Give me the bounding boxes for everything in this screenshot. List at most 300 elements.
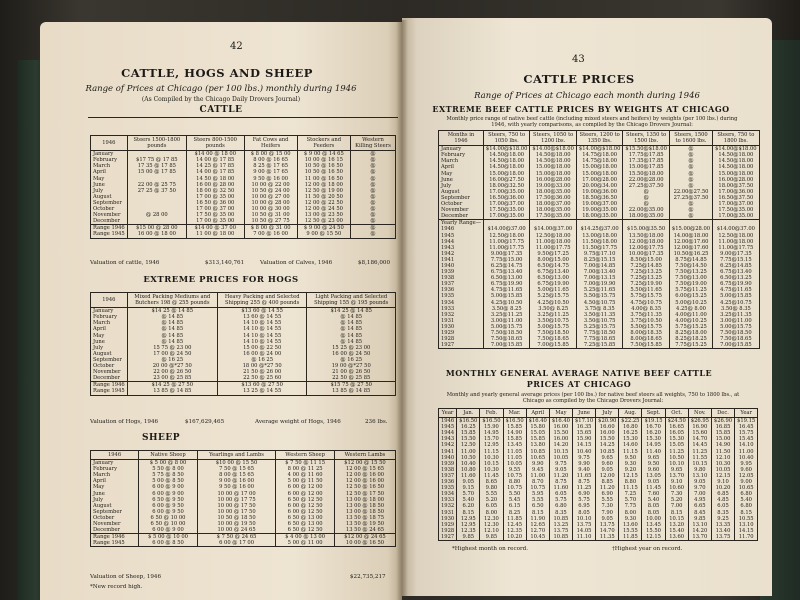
table-cell: 10 00 @ 17 00 <box>197 491 275 497</box>
page-subtitle: Range of Prices at Chicago each month during 1946 <box>474 91 700 101</box>
table-cell: @ 16 25 <box>127 357 217 363</box>
table-cell: 7.00@19.90 <box>576 281 623 287</box>
table-cell: 5.25@15.75 <box>530 293 577 299</box>
table-cell: 15.75 <box>735 430 758 436</box>
row-label: September <box>91 200 128 206</box>
table-cell: 5.75 <box>549 497 572 503</box>
table-cell: @ <box>350 206 395 212</box>
table-cell: 11.65 <box>572 473 595 479</box>
table-cell: 10 00 @ 24 65 <box>197 527 275 534</box>
table-cell: $13 60 @ 27 50 <box>217 382 307 389</box>
table-cell: 9.80 <box>480 485 503 491</box>
table-cell: 10 50 @ 31 00 <box>244 212 297 218</box>
table-cell: 11.00 <box>526 473 549 479</box>
column-header: Yearlings and Lambs <box>197 451 275 460</box>
column-header: June <box>572 409 595 418</box>
table-cell: 3.25@11.25 <box>530 312 577 318</box>
row-label: July <box>91 188 128 194</box>
column-header: Jan. <box>457 409 480 418</box>
table-cell: 9.65 <box>642 455 665 461</box>
table-cell: 10.40 <box>572 449 595 455</box>
table-cell: 10 00 @ 17 50 <box>197 509 275 515</box>
table-cell: 10.80 <box>457 467 480 473</box>
table-cell: 13 50 @ 19 50 <box>335 521 396 527</box>
table-cell: 6 50 @ 12 50 <box>276 527 335 534</box>
table-cell: 12.00@17.60 <box>669 239 712 245</box>
row-label: June <box>91 491 139 497</box>
table-cell: 9.05 <box>688 479 711 485</box>
row-label: August <box>91 503 139 509</box>
table-cell: 6 50 @ 13 00 <box>276 521 335 527</box>
table-cell: 17.50@36.00 <box>530 195 577 201</box>
table-cell: 11.15 <box>619 485 642 491</box>
table-cell: 12 00 @ 16 00 <box>335 478 396 484</box>
table-cell: 14 50 @ 18 00 <box>186 176 244 182</box>
table-cell: 13 00 @ 18 50 <box>335 503 396 509</box>
table-cell: 11 00 @ 18 00 <box>186 231 244 238</box>
table-cell: 15.50 <box>457 436 480 442</box>
table-cell: 13 00 @ 18 00 <box>335 497 396 503</box>
table-cell: 6.50@14.75 <box>530 263 577 269</box>
table-cell: 15.30 <box>665 436 688 442</box>
table-cell: 6.75@13.40 <box>713 269 760 275</box>
table-row <box>439 342 760 349</box>
table-cell: 15.05 <box>665 442 688 448</box>
row-label: February <box>91 157 128 163</box>
table-cell: 6 00 @ 9 00 <box>139 491 198 497</box>
row-label: 1939 <box>439 461 457 467</box>
table-cell: 11.50@18.00 <box>576 239 623 245</box>
column-header: Steers 1500-1800 pounds <box>127 136 186 151</box>
table-cell: 14.20 <box>688 528 711 534</box>
table-cell: 11.60 <box>549 485 572 491</box>
table-cell: 14.50@18.00 <box>713 152 760 158</box>
table-cell: 17.00@37.00 <box>483 201 530 207</box>
weights-table <box>438 130 760 349</box>
table-cell: 8.05 <box>642 510 665 516</box>
row-label: 1934 <box>439 491 457 497</box>
sheep-valuation-label: Valuation of Sheep, 1946 <box>90 574 162 580</box>
table-cell: 14 10 @ 14 55 <box>217 326 307 332</box>
table-cell: 4 00 @ 11 60 <box>276 472 335 478</box>
table-cell: 16.20 <box>642 430 665 436</box>
table-cell: 3.00@11.00 <box>483 318 530 324</box>
column-header: Native Sheep <box>139 451 198 460</box>
cattle-table <box>90 135 396 239</box>
table-cell: 27.25@37.50 <box>669 195 712 201</box>
row-label: 1929 <box>439 522 457 528</box>
table-cell: @ <box>350 157 395 163</box>
column-header: Sept. <box>642 409 665 418</box>
table-cell: 11.20 <box>596 485 619 491</box>
right-page <box>402 18 772 596</box>
table-cell: 7.50@13.25 <box>669 269 712 275</box>
row-label: November <box>91 369 128 375</box>
table-cell: @ 14 85 <box>307 333 396 339</box>
table-cell: 6 00 @ 12 00 <box>276 484 335 490</box>
table-cell: 6 00 @ 12 50 <box>276 509 335 515</box>
table-cell: 6.50@13.00 <box>483 275 530 281</box>
table-cell: 7.50@15.85 <box>623 342 670 349</box>
table-cell: 9.00 <box>735 479 758 485</box>
table-cell: 16.60 <box>596 424 619 430</box>
table-cell: 6 50 @ 13 00 <box>276 515 335 521</box>
column-header: Year <box>735 409 758 418</box>
table-cell: 16 50 @ 36 00 <box>186 200 244 206</box>
row-label: August <box>439 189 484 195</box>
table-cell: 7.25@19.90 <box>623 281 670 287</box>
table-cell: $12 00 @ 24 65 <box>335 534 396 541</box>
table-cell: 10.75 <box>503 485 526 491</box>
row-label: Range 1946 <box>91 534 139 541</box>
table-cell: 7.00@13.15 <box>576 275 623 281</box>
table-cell: 15.85 <box>457 430 480 436</box>
table-cell: 13.45 <box>642 522 665 528</box>
table-cell: 6.50@13.25 <box>713 275 760 281</box>
table-cell: 13.35 <box>711 522 734 528</box>
table-cell: 5.50@15.75 <box>623 324 670 330</box>
row-label: June <box>439 177 484 183</box>
table-cell: $15 75 @ 27 50 <box>307 382 396 389</box>
table-cell: 14.15 <box>735 528 758 534</box>
table-cell: 6 00 @ 8 50 <box>139 540 198 547</box>
table-cell: @ <box>350 151 395 158</box>
table-cell: 15.00@18.00 <box>576 171 623 177</box>
table-cell: 6.75@19.90 <box>713 281 760 287</box>
table-cell: 14.50@18.00 <box>530 158 577 164</box>
table-row <box>91 527 396 534</box>
row-label: 1933 <box>439 497 457 503</box>
table-cell: 6.00@15.25 <box>669 293 712 299</box>
table-cell: 7.75@15.15 <box>713 257 760 263</box>
table-cell: @ <box>350 231 395 238</box>
table-cell: $14.00@$18.00 <box>530 146 577 153</box>
table-cell: 8.70 <box>526 479 549 485</box>
table-cell: 18.00@37.50 <box>713 183 760 189</box>
row-label: May <box>91 333 128 339</box>
table-cell: 17.00@35.00 <box>713 213 760 220</box>
table-cell: 8.25@18.25 <box>669 336 712 342</box>
table-cell: 10 00 @ 28 00 <box>244 200 297 206</box>
table-cell: 9.00@17.35 <box>483 251 530 257</box>
table-cell: 12 50 @ 19 00 <box>297 188 350 194</box>
table-cell: 9.60 <box>596 461 619 467</box>
header-row <box>439 131 760 146</box>
table-cell: @ <box>669 207 712 213</box>
table-cell: @ <box>350 182 395 188</box>
table-cell: 5.45 <box>503 497 526 503</box>
table-cell: 16.70 <box>642 424 665 430</box>
table-cell: 8.25 <box>503 510 526 516</box>
row-label: 1936 <box>439 479 457 485</box>
table-cell: 8.00@18.65 <box>623 336 670 342</box>
row-label: May <box>91 176 128 182</box>
table-cell: 11.25 <box>688 449 711 455</box>
table-cell: 18.00@32.50 <box>483 183 530 189</box>
table-cell: 19.00@33.00 <box>530 183 577 189</box>
row-label: September <box>439 195 484 201</box>
table-cell: 10.20 <box>711 485 734 491</box>
table-cell: 7 00 @ 16 00 <box>244 231 297 238</box>
table-cell: $14 25 @ 27 50 <box>127 382 217 389</box>
row-label: August <box>91 194 128 200</box>
row-label: 1944 <box>439 430 457 436</box>
table-cell: 16.25 <box>457 424 480 430</box>
row-label: 1935 <box>439 293 484 299</box>
table-cell: 3.75@10.50 <box>623 318 670 324</box>
table-cell: 10 00 @ 16 50 <box>335 540 396 547</box>
table-cell: 8.00@18.35 <box>623 330 670 336</box>
column-header: Aug. <box>619 409 642 418</box>
column-header: Mixed Packing Mediums and Butchers 198 @ 255 pounds <box>127 293 217 308</box>
header-row <box>91 136 396 151</box>
table-cell: $10 00 @ 15 50 <box>197 460 275 467</box>
table-cell: 15.00@18.00 <box>576 164 623 170</box>
table-cell: 11.85 <box>619 534 642 541</box>
table-row <box>91 231 396 238</box>
table-cell: 7.30 <box>665 491 688 497</box>
table-cell: 4.00@11.00 <box>669 312 712 318</box>
table-cell: 14 10 @ 14 55 <box>217 333 307 339</box>
row-label: Range 1946 <box>91 225 128 232</box>
table-cell: 16 00 @ 28 00 <box>186 182 244 188</box>
table-cell: $ 5 00 @ 10 00 <box>139 534 198 541</box>
table-cell: 8.15 <box>665 510 688 516</box>
row-label: 1937 <box>439 281 484 287</box>
table-cell: 12.00@17.75 <box>623 245 670 251</box>
monthly-heading-2: PRICES AT CHICAGO <box>526 379 632 389</box>
column-header: May <box>549 409 572 418</box>
table-cell: 12 50 @ 17 50 <box>335 491 396 497</box>
table-cell: 16.35 <box>572 424 595 430</box>
table-cell: $ 8 00 @ 15 00 <box>244 151 297 158</box>
table-cell: 5.95 <box>526 491 549 497</box>
table-cell: 9.10 <box>711 479 734 485</box>
table-cell: 8.35 <box>711 510 734 516</box>
table-cell: 23 00 @ 25 85 <box>127 375 217 382</box>
monthly-heading-1: MONTHLY GENERAL AVERAGE NATIVE BEEF CATTLE <box>445 368 713 378</box>
table-cell: 16 00 @ 24 00 <box>217 351 307 357</box>
table-cell: $14.00@$18.00 <box>576 146 623 153</box>
table-cell: @ <box>350 218 395 225</box>
table-cell: 8.85 <box>596 479 619 485</box>
table-cell: 14.75@18.00 <box>576 152 623 158</box>
table-cell: 11.00@17.75 <box>530 245 577 251</box>
table-cell: 10.20 <box>503 534 526 541</box>
table-cell: 6 50 @ 12 50 <box>276 497 335 503</box>
table-cell: 10 00 @ 16 15 <box>297 157 350 163</box>
table-cell: 10 50 @ 16 50 <box>297 169 350 175</box>
table-cell: 11.50 <box>711 449 734 455</box>
table-cell: 4.25@ 8.00 <box>669 306 712 312</box>
table-cell: 10.65 <box>526 455 549 461</box>
table-cell: 9.25 <box>711 516 734 522</box>
table-cell: 17 00 @ 24 50 <box>127 351 217 357</box>
table-cell: 11.00@18.00 <box>530 239 577 245</box>
table-cell: 14.70 <box>688 436 711 442</box>
table-cell: 9.45 <box>526 467 549 473</box>
table-cell: 6 50 @ 10 00 <box>139 515 198 521</box>
table-cell: @ <box>669 213 712 220</box>
table-cell: 8 00 @ 15 65 <box>197 472 275 478</box>
table-cell: 14.90 <box>711 442 734 448</box>
table-cell: 9.75 <box>549 461 572 467</box>
table-cell: 10.60 <box>665 485 688 491</box>
table-cell: 7.00@14.85 <box>576 263 623 269</box>
row-label: 1942 <box>439 251 484 257</box>
table-cell: 15.00@18.00 <box>530 164 577 170</box>
table-cell: 6 00 @ 12 50 <box>276 503 335 509</box>
table-cell: 6.95 <box>572 503 595 509</box>
column-header: Fat Cows and Heifers <box>244 136 297 151</box>
table-cell: 7.25 <box>619 491 642 497</box>
table-cell: 3.50@10.75 <box>530 318 577 324</box>
table-cell: 10.50 <box>457 455 480 461</box>
table-cell: 9.65 <box>665 467 688 473</box>
table-cell: 6.25@14.85 <box>713 263 760 269</box>
hogs-heading: EXTREME PRICES FOR HOGS <box>143 275 299 285</box>
table-cell: 16.00@28.00 <box>530 177 577 183</box>
table-cell: 6.20 <box>457 503 480 509</box>
table-cell: 9.75 <box>572 455 595 461</box>
column-header: 1946 <box>91 293 128 308</box>
table-cell: 6.75@19.90 <box>483 281 530 287</box>
table-cell: 3.00@11.00 <box>713 318 760 324</box>
table-cell: $16.50 <box>457 418 480 425</box>
table-cell: 13 00 @ 23 50 <box>297 212 350 218</box>
table-cell: 5.20 <box>665 497 688 503</box>
table-cell: 7.50@18.65 <box>713 336 760 342</box>
table-row <box>439 213 760 220</box>
row-label: Range 1945 <box>91 231 128 238</box>
table-row <box>439 534 758 541</box>
row-label: 1940 <box>439 263 484 269</box>
table-cell: 15.50 <box>596 436 619 442</box>
table-cell: 9 50 @ 16 00 <box>197 484 275 490</box>
column-header: Western Killing Steers <box>350 136 395 151</box>
table-cell: $16.50 <box>503 418 526 425</box>
table-cell: 8.75 <box>549 479 572 485</box>
table-cell: 10.40 <box>735 455 758 461</box>
table-cell: 15.85 <box>526 436 549 442</box>
table-cell: 5.70 <box>619 497 642 503</box>
column-header: Steers, 1500 to 1600 lbs. <box>669 131 712 146</box>
row-label: January <box>439 146 484 153</box>
table-cell: 7.90 <box>596 510 619 516</box>
table-cell: $14 00 @ 37 00 <box>186 225 244 232</box>
table-cell: 10.15 <box>665 516 688 522</box>
table-cell: 6.80 <box>549 503 572 509</box>
table-cell: @ 14 85 <box>127 339 217 345</box>
row-label: 1933 <box>439 306 484 312</box>
table-cell: 20.00@34.00 <box>576 183 623 189</box>
table-cell: 6.65 <box>688 503 711 509</box>
table-cell: 14.95 <box>642 442 665 448</box>
table-cell: 10.15 <box>549 449 572 455</box>
table-cell: 5.40 <box>735 497 758 503</box>
table-cell: 6.50 <box>526 503 549 509</box>
table-cell: 18.00@35.00 <box>530 189 577 195</box>
table-cell: 13.80 <box>526 442 549 448</box>
table-cell: $13 60 @ 14 55 <box>217 308 307 315</box>
table-cell: 4.00@10.25 <box>669 318 712 324</box>
row-label: June <box>91 182 128 188</box>
header-row <box>91 293 396 308</box>
table-cell: 14.95 <box>480 430 503 436</box>
table-cell: 12.35 <box>457 528 480 534</box>
table-cell: 17.75@17.85 <box>623 152 670 158</box>
table-cell: 11.10 <box>572 534 595 541</box>
table-cell: 4.95 <box>688 497 711 503</box>
table-cell: 10.50@16.25 <box>669 251 712 257</box>
table-cell: @ 14 85 <box>127 326 217 332</box>
table-cell: 8.45 <box>688 510 711 516</box>
table-cell: 15.55 <box>619 528 642 534</box>
table-cell: 3.50@ 8.25 <box>530 306 577 312</box>
column-header: Western Lambs <box>335 451 396 460</box>
table-cell: 13 50 @ 24 65 <box>335 527 396 534</box>
table-cell: 9.85 <box>457 534 480 541</box>
table-cell: 9 00 @ 15 50 <box>297 231 350 238</box>
table-cell: 12 50 @ 16 50 <box>335 484 396 490</box>
weights-heading: EXTREME BEEF CATTLE PRICES BY WEIGHTS AT CHICAGO <box>432 104 730 114</box>
row-label: 1929 <box>439 330 484 336</box>
table-cell: 16.00 <box>596 430 619 436</box>
row-label: December <box>91 375 128 382</box>
table-cell: 10 00 @ 30 00 <box>244 206 297 212</box>
table-cell: 8.75@14.85 <box>669 257 712 263</box>
table-cell: 15.65 <box>572 430 595 436</box>
table-cell: 16.00 <box>549 424 572 430</box>
page-title: CATTLE PRICES <box>523 72 635 86</box>
table-cell: 4.25@10.50 <box>530 300 577 306</box>
table-cell: 15.30 <box>642 436 665 442</box>
table-cell: 6 50 @ 9 50 <box>139 497 198 503</box>
table-cell: 5.50@15.75 <box>576 293 623 299</box>
table-cell: 14.60 <box>619 442 642 448</box>
column-header: Months in 1946 <box>439 131 484 146</box>
row-label: Range 1945 <box>91 388 128 395</box>
table-cell: 11.25 <box>665 449 688 455</box>
table-cell: 10.15 <box>688 461 711 467</box>
table-cell: 15 00 @ 22 50 <box>217 345 307 351</box>
table-cell: 17.35@17.85 <box>623 158 670 164</box>
table-cell: 6 00 @ 12 00 <box>276 491 335 497</box>
table-cell: 15.85 <box>503 424 526 430</box>
table-cell: 17.00@35.00 <box>483 189 530 195</box>
table-cell: 4.75@11.65 <box>713 287 760 293</box>
weights-note: Monthly price range of native beef cattle (including mixed steers and heifers) by weights (per 100 lbs.) during 1946, with yearly comparisons, as compiled by the Chicago Drovers Journal: <box>446 116 738 128</box>
table-cell: $15.00@28.00 <box>669 226 712 232</box>
row-label: July <box>439 183 484 189</box>
table-cell: 11.70 <box>735 534 758 541</box>
table-cell: $14 00 @ 18 00 <box>186 151 244 158</box>
table-row <box>91 375 396 382</box>
table-cell: 11.55 <box>688 455 711 461</box>
row-label: 1938 <box>439 275 484 281</box>
table-cell: 8.15 <box>457 510 480 516</box>
left-page <box>40 22 402 600</box>
table-cell: 15.00 <box>711 436 734 442</box>
table-cell: 8.25@15.15 <box>576 257 623 263</box>
table-cell: 8.05 <box>642 503 665 509</box>
table-cell: @ 14 85 <box>307 326 396 332</box>
table-cell: 15.00@17.85 <box>623 164 670 170</box>
table-cell: 10.85 <box>549 516 572 522</box>
table-cell: 22 50 @ 25 60 <box>217 375 307 382</box>
table-cell: 8 00 @ 16 65 <box>244 157 297 163</box>
table-cell: 5.00@15.75 <box>530 324 577 330</box>
